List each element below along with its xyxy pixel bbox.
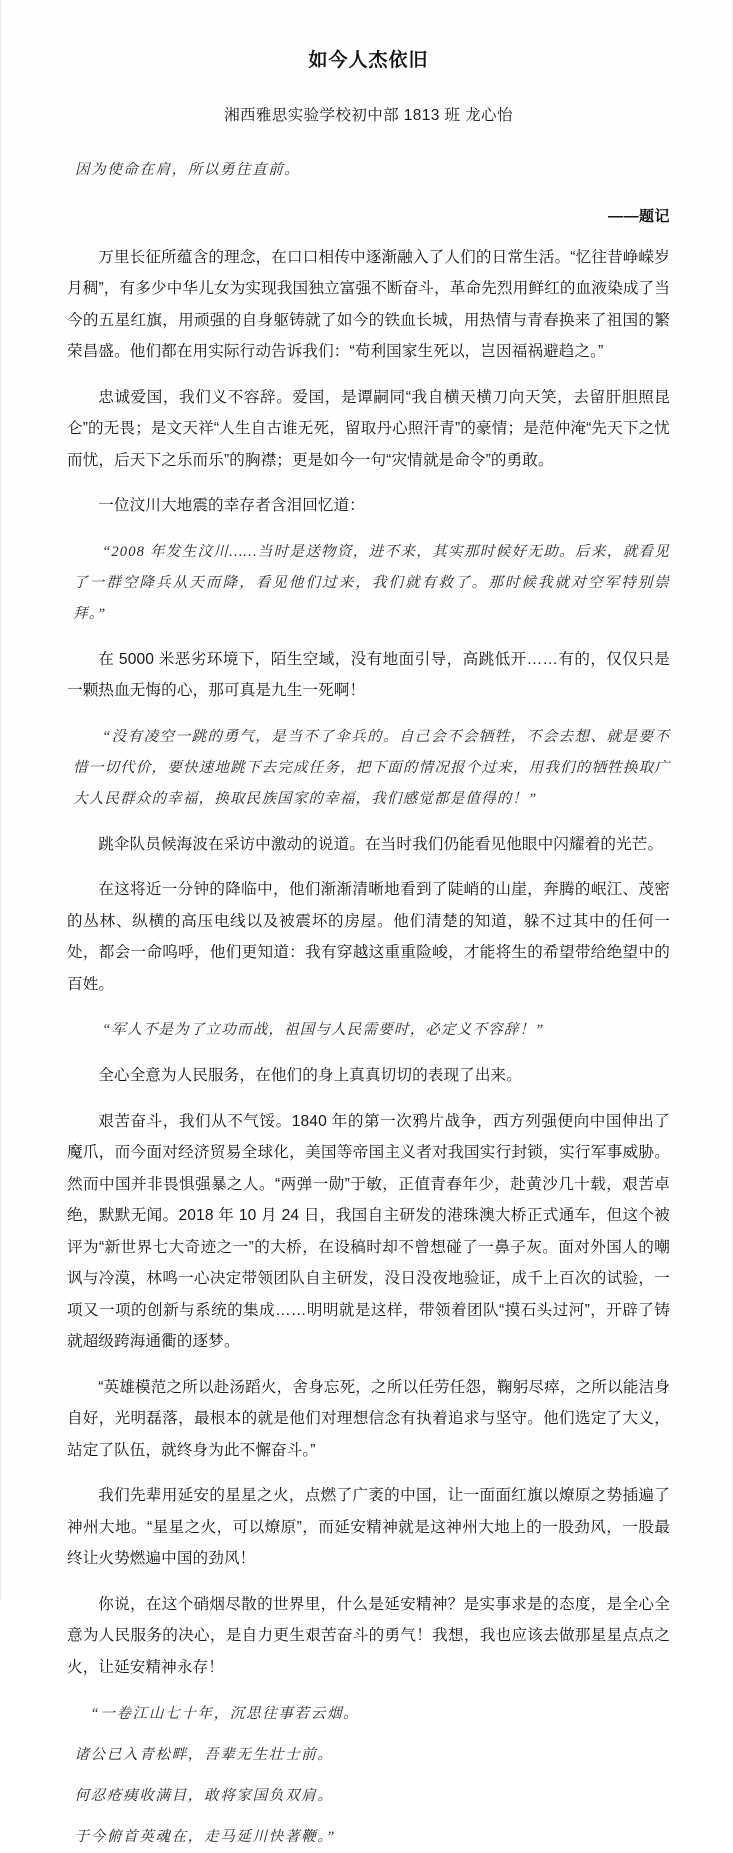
paragraph: 跳伞队员候海波在采访中激动的说道。在当时我们仍能看见他眼中闪耀着的光芒。 [98, 835, 664, 853]
poem-line: 诸公已入青松畔，吾辈无生壮士前。 [74, 1747, 334, 1764]
epigraph-text: 因为使命在肩，所以勇往直前。 [75, 161, 301, 178]
paragraph: 全心全意为人民服务，在他们的身上真真切切的表现了出来。 [98, 1067, 522, 1085]
poem-line: “一卷江山七十年，沉思往事若云烟。 [90, 1706, 360, 1723]
paragraph: 在 5000 米恶劣环境下，陌生空域，没有地面引导，高跳低开……有的，仅仅只是一颗热血无悔的心，那可真是九生一死啊！ [67, 650, 670, 700]
quoted-passage: “军人不是为了立功而战，祖国与人民需要时，必定义不容辞！” [102, 1022, 545, 1039]
paragraph: 忠诚爱国，我们义不容辞。爱国，是谭嗣同“我自横天横刀向天笑，去留肝胆照昆仑”的无畏；是文天祥“人生自古谁无死，留取丹心照汗青”的豪情；是范仲淹“先天下之忧而忧，后天下之乐而乐”的胸襟；更是如今一句“灾情就是命令”的勇敢。 [67, 388, 670, 469]
paragraph: 艰苦奋斗，我们从不气馁。1840 年的第一次鸦片战争，西方列强便向中国伸出了魔爪，而今面对经济贸易全球化，美国等帝国主义者对我国实行封锁，实行军事威胁。然而中国并非畏惧强暴之人。“两弹一勋”于敏，正值青春年少，赴黄沙几十载，艰苦卓绝，默默无闻。2018 年 10 月 24 日，我国自主研发的港珠澳大桥正式通车，但这个被评为“新世界七大奇迹之一”的大桥，在设稿时却不曾想碰了一鼻子灰。面对外国人的嘲讽与冷漠，林鸣一心决定带领团队自主研发，没日没夜地验证，成千上百次的试验，一项又一项的创新与系统的集成……明明就是这样，带领着团队“摸石头过河”，开辟了铸就超级跨海通衢的逐梦。 [67, 1112, 670, 1351]
paragraph: 你说，在这个硝烟尽散的世界里，什么是延安精神？是实事求是的态度，是全心全意为人民服务的决心，是自力更生艰苦奋斗的勇气！我想，我也应该去做那星星点点之火，让延安精神永存！ [67, 1595, 670, 1676]
paragraph: “英雄模范之所以赴汤蹈火，舍身忘死，之所以任劳任怨，鞠躬尽瘁，之所以能洁身自好，光明磊落，最根本的就是他们对理想信念有执着追求与坚守。他们选定了大义，站定了队伍，就终身为此不懈奋斗。” [67, 1378, 670, 1459]
poem-line: 于今俯首英魂在，走马延川快著鞭。” [74, 1829, 336, 1846]
epigraph-attribution: ——题记 [607, 207, 670, 225]
author-byline: 湘西雅思实验学校初中部 1813 班 龙心怡 [224, 106, 513, 124]
quoted-passage: “没有凌空一跳的勇气，是当不了伞兵的。自己会不会牺牲，不会去想、就是要不惜一切代价，要快速地跳下去完成任务，把下面的情况报个过来，用我们的牺牲换取广大人民群众的幸福，换取民族国家的幸福，我们感觉都是值得的！” [73, 728, 670, 807]
quoted-passage: “2008 年发生汶川……当时是送物资，进不来，其实那时候好无助。后来，就看见了一群空降兵从天而降，看见他们过来，我们就有救了。那时候我就对空军特别崇拜。” [73, 543, 670, 622]
page-title: 如今人杰依旧 [308, 50, 429, 71]
document-content [1, 0, 732, 1853]
paragraph: 我们先辈用延安的星星之火，点燃了广袤的中国，让一面面红旗以燎原之势插遍了神州大地。“星星之火，可以燎原”，而延安精神就是这神州大地上的一股劲风，一股最终让火势燃遍中国的劲风！ [67, 1487, 670, 1568]
closing-poem [73, 1699, 670, 1853]
paragraph: 万里长征所蕴含的理念，在口口相传中逐渐融入了人们的日常生活。“忆往昔峥嵘岁月稠”，有多少中华儿女为实现我国独立富强不断奋斗，革命先烈用鲜红的血液染成了当今的五星红旗，用顽强的自身躯铸就了如今的铁血长城，用热情与青春换来了祖国的繁荣昌盛。他们都在用实际行动告诉我们：“苟利国家生死以，岂因福祸避趋之。” [67, 248, 670, 361]
paragraph: 在这将近一分钟的降临中，他们渐渐清晰地看到了陡峭的山崖，奔腾的岷江、茂密的丛林、纵横的高压电线以及被震坏的房屋。他们清楚的知道，躲不过其中的任何一处，都会一命呜呼，他们更知道：我有穿越这重重险峻，才能将生的希望带给绝望中的百姓。 [67, 881, 670, 993]
poem-line: 何忍疮痍收满目，敢将家国负双肩。 [74, 1788, 334, 1805]
paragraph: 一位汶川大地震的幸存者含泪回忆道： [98, 497, 365, 515]
